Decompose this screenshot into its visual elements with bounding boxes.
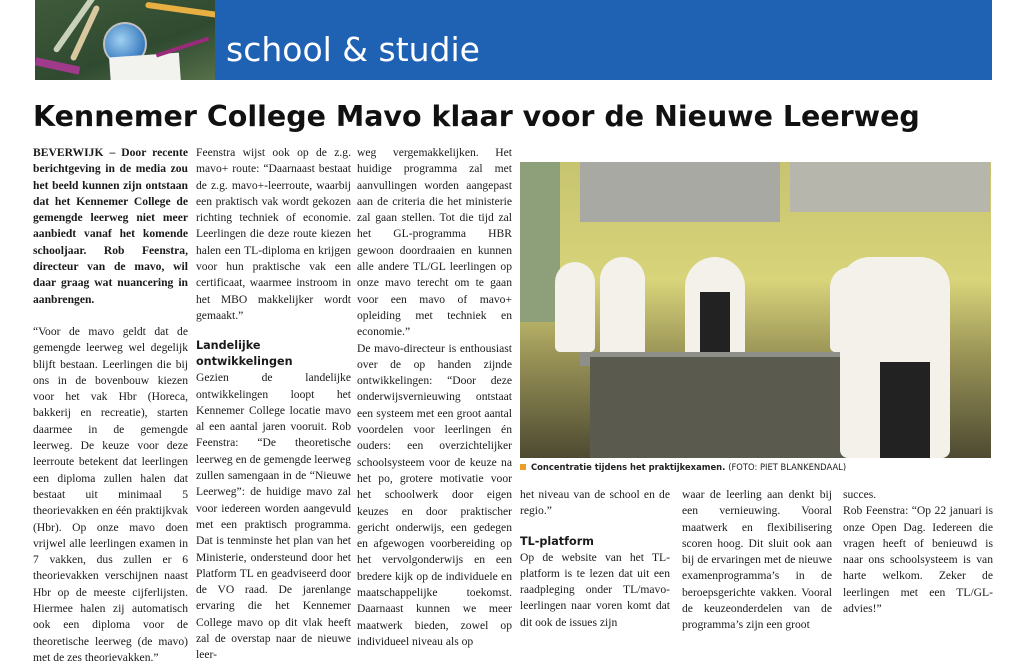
pen-icon bbox=[156, 37, 210, 58]
photo-extractor-hood bbox=[580, 162, 780, 222]
article-subheading: TL-platform bbox=[520, 534, 594, 548]
photo-credit: (FOTO: PIET BLANKENDAAL) bbox=[728, 462, 847, 472]
caption-square-icon bbox=[520, 464, 526, 470]
article-paragraph: Gezien de landelijke ontwikkelingen loopt het Kennemer College locatie mavo al een aantal jaren vooruit. Rob Feenstra: “De theoretische leerweg en de gemengde leerweg zullen samengaan in de “Nieuwe Leerweg”: de huidige mavo zal voor iedereen worden aangevuld met een praktisch programma. Dat is tenminste het plan van het Ministerie, ondersteund door het Platform TL en geadviseerd door de VO raad. De jarenlange ervaring die het Kennemer College mavo op dit vlak heeft zal de overstap naar de nieuwe leer- bbox=[196, 371, 351, 662]
paper-icon bbox=[109, 53, 181, 80]
article-paragraph: weg vergemakkelijken. Het huidige programma zal met aanvullingen worden aangepast aan de criteria die het ministerie zal gaan stellen. Tot die tijd zal het GL-programma HBR gewoon doordraaien en kunnen alle andere TL/GL leerlingen op onze mavo terecht om te gaan voor een mavo of mavo+ opleiding met techniek en economie.” bbox=[357, 146, 512, 339]
article-paragraph: Feenstra wijst ook op de z.g. mavo+ route: “Daarnaast bestaat de z.g. mavo+-leerroute, waarbij een praktisch vak wordt gekozen richting techniek of economie. Leerlingen die deze route kiezen halen een TL-diploma en krijgen voor hun praktische vak een certificaat, waarmee instroom in het MBO makkelijker wordt gemaakt.” bbox=[196, 146, 351, 322]
photo-student bbox=[555, 262, 595, 352]
photo-caption bbox=[520, 462, 991, 472]
article-subheading: Landelijke ontwikkelingen bbox=[196, 339, 293, 369]
photo-extractor-hood bbox=[790, 162, 990, 212]
article-column-5 bbox=[682, 487, 832, 634]
article-column-4 bbox=[520, 487, 670, 631]
photo-window bbox=[520, 162, 560, 322]
banner-illustration bbox=[35, 0, 215, 80]
article-paragraph: “Voor de mavo geldt dat de gemengde leerweg wel degelijk blijft bestaan. Leerlingen die bij ons in de bovenbouw kiezen voor het vak Hbr (Horeca, bakkerij en recreatie), starten daarmee in de gemengde leerweg. De keuze voor deze leerroute betekent dat leerlingen een diploma zullen halen dat bestaat uit minimaal 5 theorievakken en één praktijkvak (Hbr). Op onze mavo doen vrijwel alle leerlingen examen in 7 vakken, dus zullen er 6 theorievakken verschijnen naast Hbr op de meeste cijferlijsten. Hiermee halen zij automatisch ook een diploma voor de theoretische leerweg (de mavo) met de zes theorievakken.” bbox=[33, 324, 188, 664]
pencil-icon bbox=[145, 2, 215, 20]
article-column-2 bbox=[196, 145, 351, 664]
caption-text: Concentratie tijdens het praktijkexamen. bbox=[531, 462, 726, 472]
article-column-3 bbox=[357, 145, 512, 650]
article-paragraph: het niveau van de school en de regio.” bbox=[520, 488, 670, 518]
article-photo bbox=[520, 162, 991, 458]
photo-apron bbox=[880, 362, 930, 458]
article-lead: BEVERWIJK – Door recente berichtgeving in de media zou het beeld kunnen zijn ontstaan dat het Kennemer College de gemengde leerweg niet meer aanbiedt vanaf het komende schooljaar. Rob Feenstra, directeur van de mavo, wil daar graag wat nuancering in aanbrengen. bbox=[33, 146, 188, 306]
article-paragraph: succes. bbox=[843, 488, 877, 501]
article-headline: Kennemer College Mavo klaar voor de Nieuwe Leerweg bbox=[33, 100, 920, 133]
article-paragraph: Rob Feenstra: “Op 22 januari is onze Open Dag. Iedereen die vragen heeft of benieuwd is naar ons schoolsysteem is van harte welkom. Zeker de leerlingen met een TL/GL-advies!” bbox=[843, 504, 993, 616]
section-title: school & studie bbox=[226, 30, 480, 69]
article-column-6 bbox=[843, 487, 993, 617]
article-paragraph: waar de leerling aan denkt bij een vernieuwing. Vooral maatwerk en flexibilisering scoren hoog. Dit sluit ook aan bij de ervaringen met de nieuwe examenprogramma’s in de beroepsgerichte vakken. Vooral de keuzeonderdelen van de programma’s zijn een groot bbox=[682, 488, 832, 632]
article-paragraph: Op de website van het TL-platform is te lezen dat uit een raadpleging onder TL/mavo-leerlingen naar voren komt dat dit ook de issues zijn bbox=[520, 550, 670, 629]
article-column-1 bbox=[33, 145, 188, 666]
article-paragraph: De mavo-directeur is enthousiast over de op handen zijnde ontwikkelingen: “Door deze onderwijsvernieuwing ontstaat een systeem met een groot aantal voordelen voor leerlingen én ouders: een overzichtelijker schoolsysteem voor de keuze na het po, grotere motivatie voor het schoolwerk door eigen keuzes en door praktischer gericht onderwijs, een gedegen en afgewogen voorbereiding op het vervolgonderwijs en een bredere kijk op de individuele en maatschappelijke toekomst. Daarnaast kunnen we meer maatwerk bieden, zowel op individueel niveau als op bbox=[357, 341, 512, 648]
photo-student bbox=[600, 257, 645, 367]
